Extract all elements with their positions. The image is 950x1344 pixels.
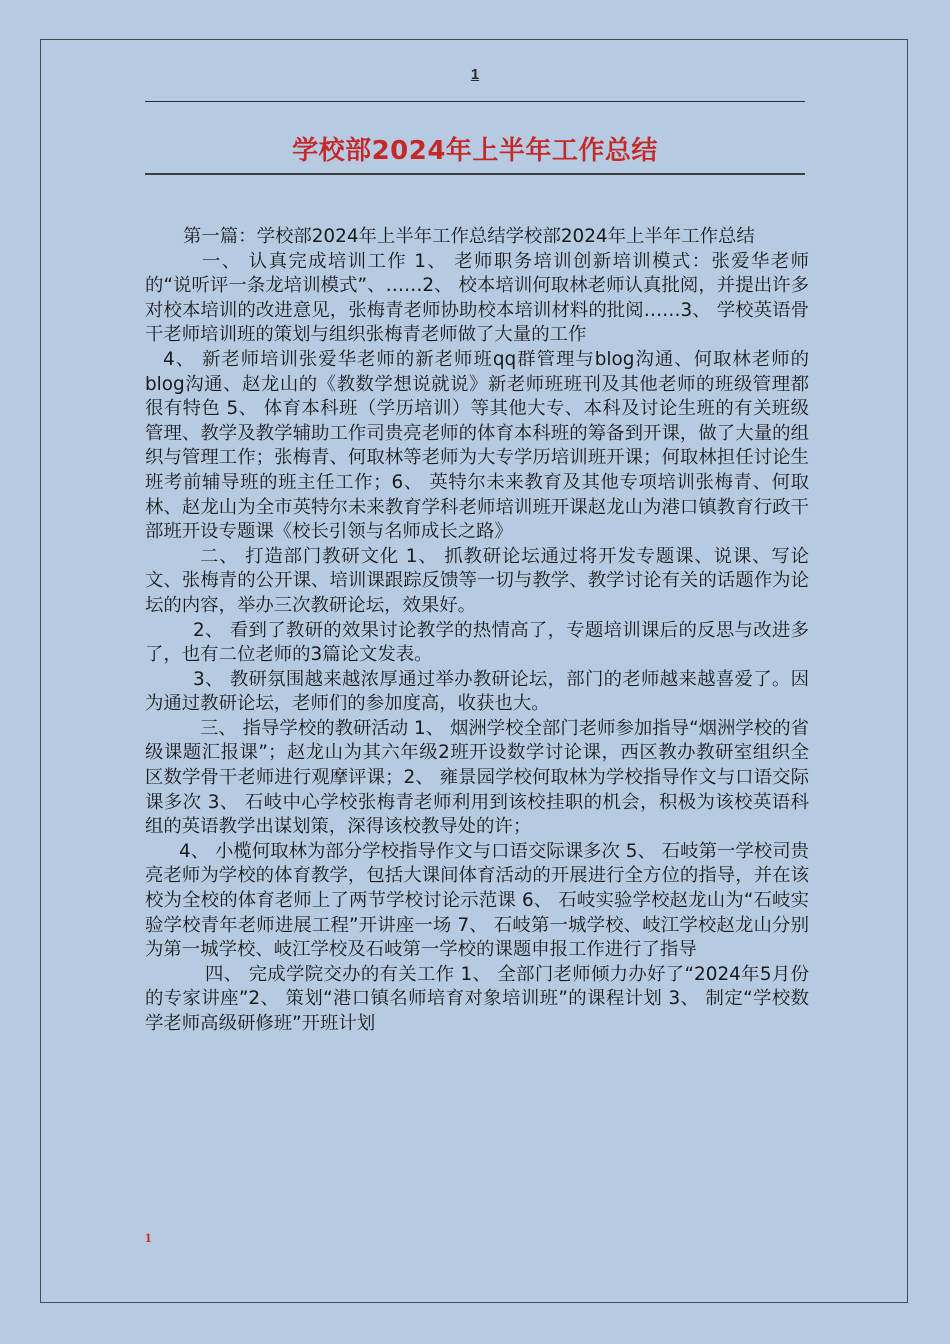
document-title: 学校部2024年上半年工作总结 (292, 136, 658, 166)
header-divider (145, 101, 805, 102)
paragraph-section-2: 二、 打造部门教研文化 1、 抓教研论坛通过将开发专题课、说课、写论文、张梅青的公开课、培训课跟踪反馈等一切与教学、教学讨论有关的话题作为论坛的内容，举办三次教研论坛，效果好。 (145, 545, 809, 616)
paragraph-section-1-item-4: 4、 新老师培训张爱华老师的新老师班qq群管理与blog沟通、何取林老师的blog沟通、赵龙山的《教数学想说就说》新老师班班刊及其他老师的班级管理都很有特色 5、 体育本科班（学历培训）等其他大专、本科及讨论生班的有关班级管理、教学及教学辅助工作司贵亮老师的体育本科班的筹备到开课，做了大量的组织与管理工作；张梅青、何取林等老师为大专学历培训班开课；何取林担任讨论生班考前辅导班的班主任工作；6、 英特尔未来教育及其他专项培训张梅青、何取林、赵龙山为全市英特尔未来教育学科老师培训班开课赵龙山为港口镇教育行政干部班开设专题课《校长引领与名师成长之路》 (145, 348, 809, 543)
paragraph-intro: 第一篇：学校部2024年上半年工作总结学校部2024年上半年工作总结 (183, 226, 755, 247)
paragraph-section-2-item-3: 3、 教研氛围越来越浓厚通过举办教研论坛，部门的老师越来越喜爱了。因为通过教研论坛，老师们的参加度高，收获也大。 (145, 668, 809, 715)
paragraph-section-3: 三、 指导学校的教研活动 1、 烟洲学校全部门老师参加指导“烟洲学校的省级课题汇报课”；赵龙山为其六年级2班开设数学讨论课，西区教办教研室组织全区数学骨干老师进行观摩评课；2、 雍景园学校何取林为学校指导作文与口语交际课多次 3、 石岐中心学校张梅青老师利用到该校挂职的机会，积极为该校英语科组的英语教学出谋划策，深得该校教导处的许； (145, 717, 809, 838)
footer-page-number: 1 (145, 1230, 152, 1245)
paragraph-section-3-item-4: 4、 小榄何取林为部分学校指导作文与口语交际课多次 5、 石岐第一学校司贵亮老师为学校的体育教学，包括大课间体育活动的开展进行全方位的指导，并在该校为全校的体育老师上了两节学校讨论示范课 6、 石岐实验学校赵龙山为“石岐实验学校青年老师进展工程”开讲座一场 7、 石岐第一城学校、岐江学校赵龙山分别为第一城学校、岐江学校及石岐第一学校的课题申报工作进行了指导 (145, 840, 809, 961)
document-body (145, 225, 809, 1037)
header-page-number-text: 1 (470, 66, 480, 83)
title-divider (145, 173, 805, 175)
paragraph-section-2-item-2: 2、 看到了教研的效果讨论教学的热情高了，专题培训课后的反思与改进多了，也有二位老师的3篇论文发表。 (145, 619, 809, 666)
paragraph-section-4: 四、 完成学院交办的有关工作 1、 全部门老师倾力办好了“2024年5月份的专家讲座”2、 策划“港口镇名师培育对象培训班”的课程计划 3、 制定“学校数学老师高级研修班”开班计划 (145, 963, 809, 1034)
header-page-number (0, 66, 950, 83)
paragraph-section-1: 一、 认真完成培训工作 1、 老师职务培训创新培训模式：张爱华老师的“说听评一条龙培训模式”、……2、 校本培训何取林老师认真批阅，并提出许多对校本培训的改进意见，张梅青老师协助校本培训材料的批阅……3、 学校英语骨干老师培训班的策划与组织张梅青老师做了大量的工作 (145, 250, 809, 346)
